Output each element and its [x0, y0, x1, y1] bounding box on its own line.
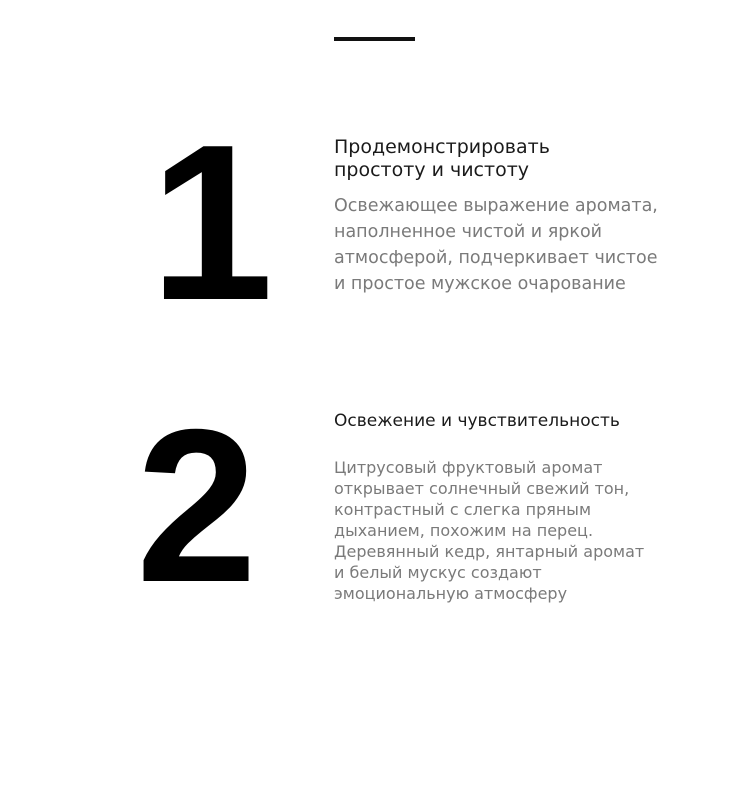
section-2-body-line: эмоциональную атмосферу	[334, 584, 568, 603]
section-1-body-line: Освежающее выражение аромата,	[334, 196, 658, 216]
section-1-description	[334, 193, 664, 297]
section-2-description	[334, 457, 654, 604]
section-1-title-line: Продемонстрировать	[334, 136, 550, 158]
section-number-1: 1	[150, 99, 274, 347]
section-2-title: Освежение и чувствительность	[334, 411, 620, 431]
section-1-body-line: наполненное чистой и яркой	[334, 222, 603, 242]
section-1-title	[334, 136, 664, 182]
section-1-body-line: и простое мужское очарование	[334, 274, 626, 294]
section-2-body-line: Деревянный кедр, янтарный аромат	[334, 542, 645, 561]
section-2-body-line: дыханием, похожим на перец.	[334, 521, 594, 540]
section-1-title-line: простоту и чистоту	[334, 159, 530, 181]
section-2-body-line: открывает солнечный свежий тон,	[334, 479, 630, 498]
section-1-body-line: атмосферой, подчеркивает чистое	[334, 248, 658, 268]
section-2-body-line: Цитрусовый фруктовый аромат	[334, 458, 603, 477]
section-2-body-line: и белый мускус создают	[334, 563, 542, 582]
top-divider	[334, 37, 415, 41]
section-number-2: 2	[136, 385, 258, 628]
section-2-body-line: контрастный с слегка пряным	[334, 500, 592, 519]
